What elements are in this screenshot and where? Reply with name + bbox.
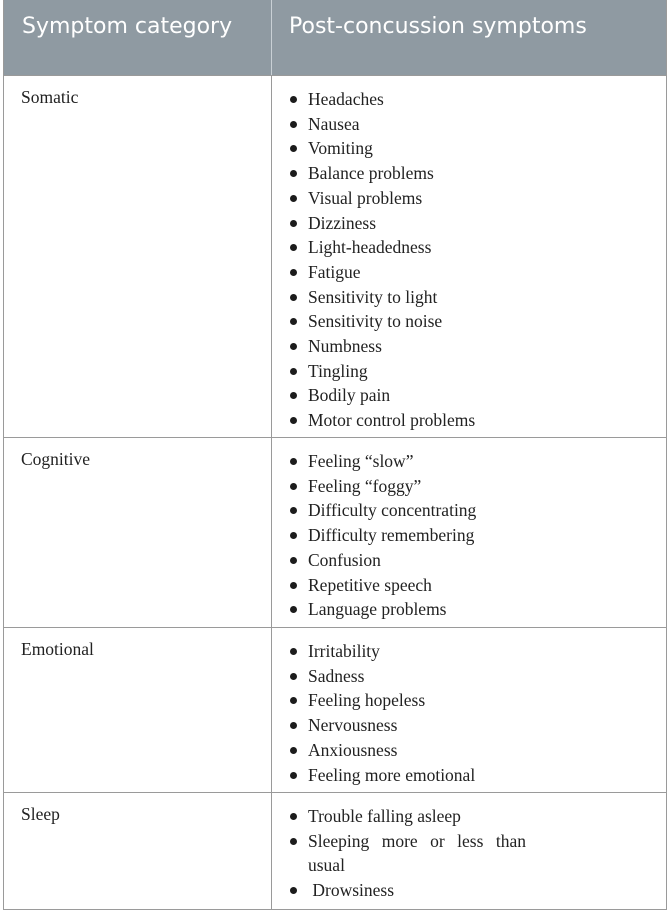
bullet-icon — [290, 813, 297, 820]
symptom-item — [289, 449, 666, 474]
symptom-text: Trouble falling asleep — [308, 806, 461, 826]
symptom-text: Nausea — [308, 113, 360, 134]
symptom-text: Confusion — [308, 549, 381, 570]
bullet-icon — [290, 294, 297, 301]
symptom-list — [289, 87, 666, 433]
bullet-icon — [290, 368, 297, 375]
table-row — [4, 792, 666, 909]
symptom-text: Feeling “foggy” — [308, 475, 422, 496]
symptom-item — [289, 688, 666, 713]
bullet-icon — [290, 343, 297, 350]
symptom-text: Bodily pain — [308, 385, 391, 406]
symptom-text: Visual problems — [308, 187, 423, 208]
symptom-item — [289, 408, 666, 433]
symptom-text: Sadness — [308, 665, 365, 686]
symptom-text: Sensitivity to light — [308, 286, 438, 307]
symptom-item — [289, 829, 666, 878]
bullet-icon — [290, 244, 297, 251]
bullet-icon — [290, 170, 297, 177]
bullet-icon — [290, 648, 297, 655]
category-cell: Sleep — [4, 793, 272, 909]
bullet-icon — [290, 195, 297, 202]
bullet-icon — [290, 673, 297, 680]
symptom-item — [289, 211, 666, 236]
symptom-text: Motor control problems — [308, 410, 476, 431]
symptom-item — [289, 804, 666, 829]
symptom-text: Vomiting — [308, 138, 373, 159]
header-post-concussion-symptoms: Post-concussion symptoms — [289, 14, 587, 39]
bullet-icon — [290, 747, 297, 754]
symptoms-cell — [272, 438, 666, 627]
symptom-text: Light-headedness — [308, 237, 432, 258]
symptom-text: Difficulty remembering — [308, 525, 475, 546]
symptom-item — [289, 136, 666, 161]
bullet-icon — [290, 697, 297, 704]
bullet-icon — [290, 96, 297, 103]
header-symptom-category: Symptom category — [4, 0, 272, 75]
bullet-icon — [290, 269, 297, 276]
symptom-text: Balance problems — [308, 163, 434, 184]
symptom-item — [289, 548, 666, 573]
bullet-icon — [290, 838, 297, 845]
category-cell: Emotional — [4, 628, 272, 792]
symptom-item — [289, 235, 666, 260]
symptom-item — [289, 359, 666, 384]
symptom-item — [289, 523, 666, 548]
symptom-item — [289, 573, 666, 598]
symptom-text: Feeling more emotional — [308, 764, 476, 785]
symptom-item — [289, 309, 666, 334]
symptom-item — [289, 161, 666, 186]
symptom-item — [289, 738, 666, 763]
symptom-list — [289, 804, 666, 903]
symptom-text: Headaches — [308, 89, 384, 109]
bullet-icon — [290, 772, 297, 779]
symptom-item — [289, 498, 666, 523]
category-cell: Cognitive — [4, 438, 272, 627]
symptom-text: Dizziness — [308, 212, 377, 233]
table-row — [4, 437, 666, 627]
table-header — [4, 0, 666, 75]
bullet-icon — [290, 318, 297, 325]
symptom-table — [3, 0, 667, 910]
bullet-icon — [290, 532, 297, 539]
bullet-icon — [290, 582, 297, 589]
symptom-text: Repetitive speech — [308, 574, 432, 595]
symptom-item — [289, 597, 666, 622]
bullet-icon — [290, 121, 297, 128]
symptom-text: Anxiousness — [308, 739, 398, 760]
symptom-item — [289, 878, 666, 903]
symptom-item — [289, 112, 666, 137]
symptom-item — [289, 664, 666, 689]
bullet-icon — [290, 483, 297, 490]
bullet-icon — [290, 458, 297, 465]
symptom-item — [289, 383, 666, 408]
symptom-item — [289, 87, 666, 112]
bullet-icon — [290, 606, 297, 613]
symptom-text: Nervousness — [308, 715, 398, 736]
symptom-text: Fatigue — [308, 261, 361, 282]
symptom-text: Drowsiness — [308, 880, 395, 901]
symptom-list — [289, 639, 666, 787]
symptom-list — [289, 449, 666, 622]
bullet-icon — [290, 507, 297, 514]
symptom-text: Irritability — [308, 641, 380, 661]
symptom-item — [289, 763, 666, 788]
bullet-icon — [290, 392, 297, 399]
symptom-item — [289, 285, 666, 310]
bullet-icon — [290, 220, 297, 227]
table-row — [4, 627, 666, 792]
symptom-item — [289, 474, 666, 499]
symptoms-cell — [272, 793, 666, 909]
bullet-icon — [290, 557, 297, 564]
category-cell: Somatic — [4, 76, 272, 437]
bullet-icon — [290, 722, 297, 729]
symptom-text: Feeling hopeless — [308, 690, 426, 711]
symptom-text: Tingling — [308, 360, 368, 381]
bullet-icon — [290, 145, 297, 152]
symptom-text: Language problems — [308, 599, 447, 620]
bullet-icon — [290, 417, 297, 424]
symptom-text: Feeling “slow” — [308, 451, 414, 471]
symptoms-cell — [272, 628, 666, 792]
symptoms-cell — [272, 76, 666, 437]
bullet-icon — [290, 887, 297, 894]
symptom-text: Sleeping more or less than usual — [308, 830, 526, 876]
symptom-text: Difficulty concentrating — [308, 500, 477, 521]
symptom-item — [289, 334, 666, 359]
symptom-text: Numbness — [308, 336, 382, 357]
table-row — [4, 75, 666, 437]
symptom-item — [289, 186, 666, 211]
symptom-item — [289, 713, 666, 738]
symptom-item — [289, 639, 666, 664]
symptom-item — [289, 260, 666, 285]
symptom-text: Sensitivity to noise — [308, 311, 443, 332]
